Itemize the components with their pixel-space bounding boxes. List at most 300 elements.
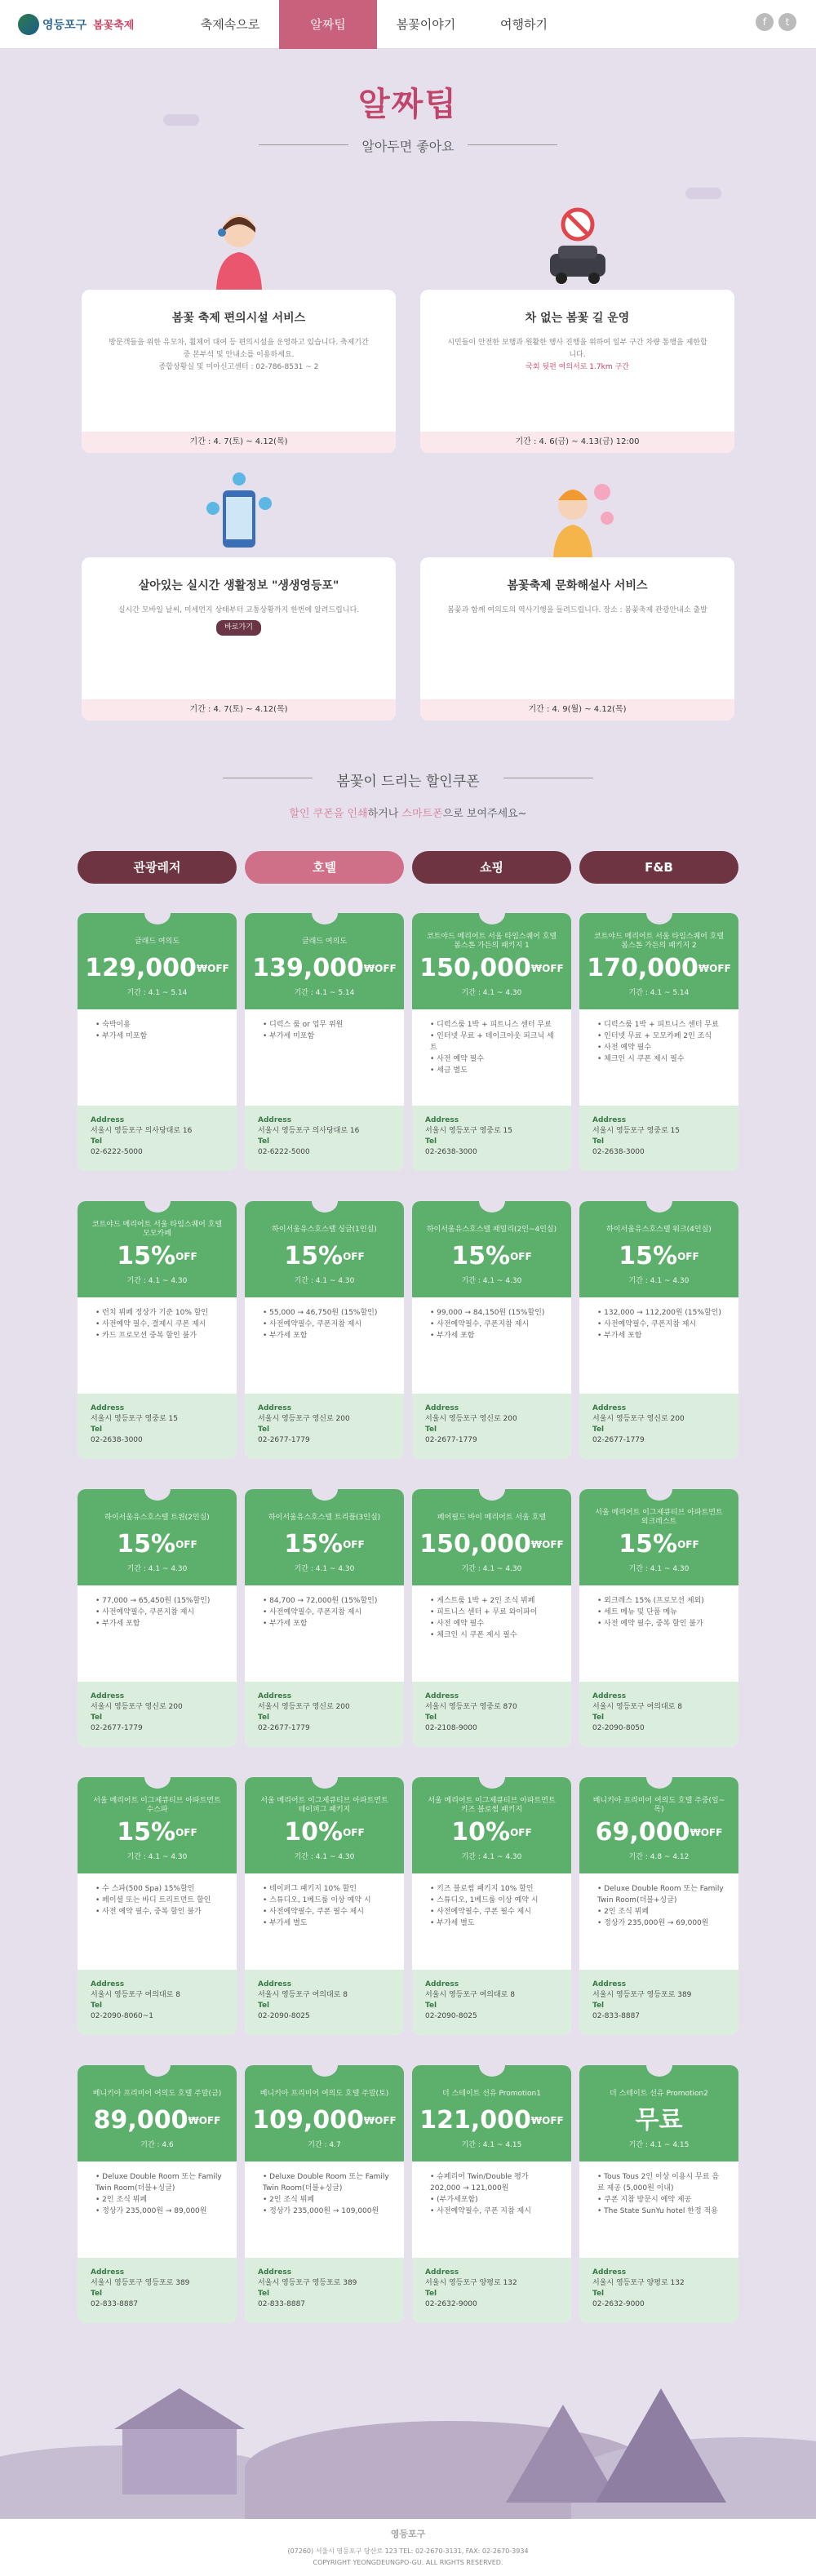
coupon-item: • 세트 메뉴 및 단품 메뉴 <box>597 1607 725 1618</box>
coupon-item: • 사전예약필수, 쿠폰지참 제시 <box>95 1607 224 1618</box>
address-label: Address <box>425 1980 459 1989</box>
coupon-item: • 스튜디오, 1베드룸 이상 예약 시 <box>263 1895 391 1906</box>
coupon-item: • 테이퍼그 패키지 10% 할인 <box>263 1883 391 1895</box>
nav-item-festival[interactable]: 축제속으로 <box>200 16 260 32</box>
coupon-card[interactable] <box>412 1777 571 2035</box>
coupon-period: 기간 : 4.1 ~ 4.30 <box>628 1565 690 1573</box>
address-label: Address <box>592 1980 627 1989</box>
coupon-name: 베니키아 프리미어 여의도 호텔 주중(일~목) <box>592 1797 725 1814</box>
coupon-address: 서울시 영등포구 영신로 200 <box>258 1415 350 1423</box>
coupon-header <box>412 913 571 1009</box>
page-subtitle: 알아두면 좋아요 <box>361 136 454 155</box>
coupon-contact <box>245 1970 404 2035</box>
address-label: Address <box>91 2268 125 2277</box>
coupon-address: 서울시 영등포구 여의대로 8 <box>258 1991 348 1999</box>
service-title: 봄꽃 축제 편의시설 서비스 <box>171 312 306 325</box>
festival-logo-text: 봄꽃축제 <box>93 20 135 32</box>
address-label: Address <box>258 1692 292 1700</box>
coupon-item: • 정상가 235,000원 → 69,000원 <box>597 1918 725 1929</box>
coupon-item: • 외크레스 15% (프로모션 제외) <box>597 1595 725 1607</box>
coupon-card[interactable] <box>78 1777 237 2035</box>
off-label: OFF <box>198 2115 221 2126</box>
coupon-price <box>78 1530 237 1559</box>
coupon-details <box>78 2161 237 2258</box>
coupon-price-value: 15% <box>117 1530 176 1558</box>
coupon-item: • 2인 조식 뷔페 <box>597 1906 725 1918</box>
tel-label: Tel <box>592 1425 605 1434</box>
footer <box>0 2519 816 2576</box>
coupon-phone: 02-2090-8060~1 <box>91 2012 154 2020</box>
coupon-period: 기간 : 4.1 ~ 4.30 <box>628 1277 690 1285</box>
coupon-card[interactable] <box>78 1489 237 1747</box>
coupon-grid <box>78 913 738 2323</box>
page-title: 알짜팁 <box>358 86 458 123</box>
coupon-item: • 세금 별도 <box>430 1065 558 1076</box>
coupon-item: • 84,700 → 72,000원 (15%할인) <box>263 1595 391 1607</box>
coupon-price <box>412 1242 571 1271</box>
logo-text: 영등포구 <box>42 18 87 32</box>
coupon-header <box>78 1489 237 1585</box>
currency-unit: ₩ <box>363 2115 375 2126</box>
coupon-price-value: 89,000 <box>93 2106 188 2135</box>
coupon-item: • 체크인 시 쿠폰 제시 필수 <box>597 1053 725 1065</box>
cloud-decoration <box>163 114 199 126</box>
coupon-name: 더 스테이트 선유 Promotion2 <box>610 2089 708 2098</box>
coupon-card[interactable] <box>579 2065 738 2323</box>
service-description <box>106 605 371 699</box>
coupon-category-tabs <box>78 851 738 884</box>
coupon-item: • 인터넷 무료 + 모모카페 2인 조식 <box>597 1031 725 1042</box>
address-label: Address <box>91 1116 125 1124</box>
coupon-contact <box>579 1394 738 1459</box>
service-description <box>106 337 371 432</box>
coupon-item: • 사전 예약 필수, 중복 할인 불가 <box>95 1906 224 1918</box>
coupon-price-value: 109,000 <box>252 2106 364 2135</box>
go-link-button[interactable]: 바로가기 <box>216 620 261 636</box>
coupon-card[interactable] <box>579 913 738 1171</box>
coupon-name: 글래드 여의도 <box>301 937 348 946</box>
coupon-header <box>412 1777 571 1873</box>
coupon-price-value: 15% <box>284 1530 344 1558</box>
tel-label: Tel <box>91 1714 103 1722</box>
coupon-card[interactable] <box>78 2065 237 2323</box>
off-label: OFF <box>510 1827 532 1838</box>
off-label: OFF <box>510 1251 532 1262</box>
footer-address: (07260) 서울시 영등포구 당산로 123 TEL: 02-2670-3131, FAX: 02-2670-3934 <box>287 2547 529 2555</box>
coupon-period: 기간 : 4.1 ~ 4.30 <box>294 1565 355 1573</box>
coupon-details <box>78 1873 237 1970</box>
tab-leisure[interactable]: 관광레저 <box>78 851 237 884</box>
service-period: 기간 : 4. 9(월) ~ 4.12(목) <box>420 699 734 720</box>
coupon-address: 서울시 영등포구 여의대로 8 <box>425 1991 515 1999</box>
coupon-phone: 02-2677-1779 <box>258 1436 310 1444</box>
tent-icon <box>506 2372 734 2503</box>
coupon-price <box>412 954 571 983</box>
coupon-price <box>78 2106 237 2135</box>
coupon-period: 기간 : 4.1 ~ 5.14 <box>628 989 690 997</box>
off-label: OFF <box>343 1251 365 1262</box>
coupon-price-value: 15% <box>117 1242 176 1270</box>
tab-fnb[interactable]: F&B <box>579 851 738 884</box>
coupon-period: 기간 : 4.1 ~ 4.30 <box>126 1277 188 1285</box>
service-grid <box>82 200 734 720</box>
coupon-item: • 사전 예약 필수 <box>430 1053 558 1065</box>
coupon-phone: 02-2677-1779 <box>258 1724 310 1732</box>
coupon-details <box>412 1585 571 1682</box>
coupon-period: 기간 : 4.1 ~ 4.30 <box>126 1853 188 1861</box>
tel-label: Tel <box>258 1425 270 1434</box>
coupon-phone: 02-6222-5000 <box>258 1148 310 1156</box>
coupon-address: 서울시 영등포구 영신로 200 <box>91 1703 183 1711</box>
coupon-item: • Deluxe Double Room 또는 Family Twin Room(더블+싱글) <box>263 2171 391 2194</box>
coupon-price <box>579 1818 738 1847</box>
service-desc-text: 방문객들을 위한 유모차, 휠체어 대여 등 편의시설을 운영하고 있습니다. 축제기간 중 본부석 및 안내소를 이용하세요. <box>109 339 369 359</box>
coupon-price-value: 129,000 <box>85 954 197 982</box>
coupon-item: • 55,000 → 46,750원 (15%할인) <box>263 1307 391 1319</box>
coupon-item: • 부가세 포함 <box>430 1330 558 1341</box>
coupon-item: • 99,000 → 84,150원 (15%할인) <box>430 1307 558 1319</box>
coupon-name: 코트야드 메리어트 서울 타임스퀘어 호텔 모모카페 <box>91 1221 223 1238</box>
coupon-section-title: 봄꽃이 드리는 할인쿠폰 <box>336 769 479 790</box>
coupon-period: 기간 : 4.6 <box>140 2141 174 2149</box>
tel-label: Tel <box>91 2002 103 2010</box>
coupon-price <box>245 954 404 983</box>
tel-label: Tel <box>258 2290 270 2298</box>
coupon-item: • 사전예약필수, 쿠폰지참 제시 <box>597 1319 725 1330</box>
coupon-price <box>412 1818 571 1847</box>
currency-unit: ₩ <box>530 2115 543 2126</box>
coupon-period: 기간 : 4.1 ~ 4.30 <box>126 1565 188 1573</box>
coupon-price-value: 15% <box>619 1242 678 1270</box>
coupon-item: • 부가세 별도 <box>430 1918 558 1929</box>
coupon-phone: 02-2677-1779 <box>425 1436 477 1444</box>
service-title: 차 없는 봄꽃 길 운영 <box>525 312 630 325</box>
coupon-period: 기간 : 4.1 ~ 4.15 <box>461 2141 522 2149</box>
coupon-address: 서울시 영등포구 의사당대로 16 <box>91 1127 193 1135</box>
coupon-name: 하이서울유스호스텔 트리플(3인실) <box>268 1513 381 1522</box>
coupon-card[interactable] <box>412 1489 571 1747</box>
coupon-item: • 부가세 포함 <box>263 1330 391 1341</box>
tel-label: Tel <box>592 2290 605 2298</box>
coupon-section-subtitle <box>0 805 816 820</box>
tab-shopping[interactable]: 쇼핑 <box>412 851 571 884</box>
coupon-header <box>78 1201 237 1297</box>
coupon-card[interactable] <box>78 1201 237 1459</box>
twitter-icon[interactable]: t <box>778 13 796 31</box>
coupon-price <box>78 1242 237 1271</box>
off-label: OFF <box>700 1827 723 1838</box>
coupon-details <box>78 1297 237 1394</box>
coupon-price <box>412 2106 571 2135</box>
service-card-body <box>82 290 396 453</box>
service-card-guide <box>420 468 734 720</box>
coupon-price-value: 15% <box>451 1242 511 1270</box>
coupon-phone: 02-2090-8025 <box>258 2012 310 2020</box>
coupon-price-value: 150,000 <box>419 954 531 982</box>
coupon-card[interactable] <box>412 2065 571 2323</box>
coupon-price-value: 10% <box>284 1818 344 1847</box>
coupon-name: 더 스테이트 선유 Promotion1 <box>442 2089 541 2098</box>
coupon-details <box>412 1009 571 1106</box>
service-period: 기간 : 4. 7(토) ~ 4.12(목) <box>82 432 396 453</box>
off-label: OFF <box>709 963 731 974</box>
coupon-contact <box>78 2258 237 2323</box>
coupon-details <box>412 1873 571 1970</box>
service-period: 기간 : 4. 6(금) ~ 4.13(금) 12:00 <box>420 432 734 453</box>
coupon-name: 서울 메리어트 이그제큐티브 아파트먼트 외크레스트 <box>595 1509 723 1526</box>
coupon-price-value: 15% <box>284 1242 344 1270</box>
coupon-card[interactable] <box>245 2065 404 2323</box>
nav-item-story[interactable]: 봄꽃이야기 <box>396 16 456 32</box>
coupon-header <box>579 913 738 1009</box>
coupon-item: • Tous Tous 2인 이상 이용시 무료 음료 제공 (5,000원 이내) <box>597 2171 725 2194</box>
tel-label: Tel <box>592 1714 605 1722</box>
coupon-period: 기간 : 4.1 ~ 4.30 <box>461 989 522 997</box>
off-label: OFF <box>677 1251 699 1262</box>
coupon-period: 기간 : 4.1 ~ 4.30 <box>461 1853 522 1861</box>
address-label: Address <box>592 1692 627 1700</box>
coupon-contact <box>245 2258 404 2323</box>
coupon-price <box>579 2106 738 2135</box>
coupon-price-value: 121,000 <box>419 2106 531 2135</box>
coupon-item: • 부가세 미포함 <box>263 1031 391 1042</box>
off-label: OFF <box>375 2115 397 2126</box>
coupon-price <box>412 1530 571 1559</box>
coupon-header <box>579 1489 738 1585</box>
coupon-item: • 사전예약필수, 쿠폰지참 제시 <box>430 1319 558 1330</box>
coupon-details <box>412 2161 571 2258</box>
festival-scene-illustration <box>0 2356 816 2519</box>
coupon-details <box>412 1297 571 1394</box>
address-label: Address <box>258 1404 292 1412</box>
coupon-name: 코트야드 메리어트 서울 타임스퀘어 호텔 봄스톤 가든의 패키지 2 <box>593 933 725 950</box>
coupon-phone: 02-2090-8025 <box>425 2012 477 2020</box>
subtitle-text: 하거나 <box>367 808 402 820</box>
service-card-body <box>420 557 734 720</box>
coupon-header <box>78 913 237 1009</box>
coupon-address: 서울시 영등포구 영신로 200 <box>425 1415 517 1423</box>
coupon-card[interactable] <box>245 913 404 1171</box>
service-note: 국회 뒷편 여의서로 1.7km 구간 <box>526 363 629 371</box>
coupon-name: 베니키아 프리미어 여의도 호텔 주말(금) <box>92 2089 222 2098</box>
coupon-item: • The State SunYu hotel 한정 적용 <box>597 2206 725 2217</box>
coupon-name: 코트야드 메리어트 서울 타임스퀘어 호텔 봄스톤 가든의 패키지 1 <box>426 933 557 950</box>
coupon-header <box>245 913 404 1009</box>
coupon-header <box>579 1201 738 1297</box>
coupon-phone: 02-2638-3000 <box>91 1436 143 1444</box>
coupon-contact <box>412 2258 571 2323</box>
coupon-address: 서울시 영등포구 영중로 15 <box>425 1127 512 1135</box>
facebook-icon[interactable]: f <box>756 13 774 31</box>
footer-copyright: COPYRIGHT YEONGDEUNGPO-GU. ALL RIGHTS RESERVED. <box>313 2559 503 2566</box>
tel-label: Tel <box>592 1137 605 1146</box>
coupon-item: • 카드 프로모션 중복 할인 불가 <box>95 1330 224 1341</box>
coupon-item: • 부가세 포함 <box>597 1330 725 1341</box>
coupon-address: 서울시 영등포구 양평로 132 <box>592 2279 685 2287</box>
coupon-item: • 디럭스룸 1박 + 피트니스 센터 무료 <box>430 1019 558 1031</box>
coupon-header <box>245 2065 404 2161</box>
coupon-item: • 사전 예약 필수, 중복 할인 불가 <box>597 1618 725 1629</box>
tel-label: Tel <box>91 1425 103 1434</box>
coupon-name: 페어필드 바이 메리어트 서울 호텔 <box>437 1513 547 1522</box>
coupon-contact <box>412 1394 571 1459</box>
address-label: Address <box>425 2268 459 2277</box>
coupon-price-value: 15% <box>117 1818 176 1847</box>
coupon-price <box>579 1242 738 1271</box>
coupon-name: 글래드 여의도 <box>134 937 180 946</box>
coupon-address: 서울시 영등포구 영중로 15 <box>592 1127 680 1135</box>
service-description <box>445 337 710 432</box>
tel-label: Tel <box>425 2290 437 2298</box>
coupon-item: • 숙박이용 <box>95 1019 224 1031</box>
coupon-contact <box>245 1106 404 1171</box>
address-label: Address <box>425 1692 459 1700</box>
coupon-phone: 02-2090-8050 <box>592 1724 645 1732</box>
currency-unit: ₩ <box>690 1827 701 1838</box>
coupon-phone: 02-2632-9000 <box>425 2300 477 2308</box>
coupon-item: • 사전예약 필수, 결제시 쿠폰 제시 <box>95 1319 224 1330</box>
address-label: Address <box>91 1980 125 1989</box>
coupon-contact <box>579 1682 738 1747</box>
tab-hotel[interactable]: 호텔 <box>245 851 404 884</box>
address-label: Address <box>258 1980 292 1989</box>
coupon-card[interactable] <box>412 1201 571 1459</box>
coupon-item: • 사전예약필수, 쿠폰 필수 제시 <box>430 1906 558 1918</box>
coupon-header <box>78 2065 237 2161</box>
coupon-details <box>245 1009 404 1106</box>
coupon-contact <box>412 1682 571 1747</box>
site-logo[interactable] <box>18 14 165 35</box>
coupon-contact <box>78 1970 237 2035</box>
coupon-contact <box>579 2258 738 2323</box>
coupon-details <box>579 2161 738 2258</box>
address-label: Address <box>425 1404 459 1412</box>
coupon-address: 서울시 영등포구 의사당대로 16 <box>258 1127 360 1135</box>
coupon-price-value: 무료 <box>635 2106 683 2135</box>
nav-item-tips[interactable]: 알짜팁 <box>279 0 377 49</box>
coupon-phone: 02-2677-1779 <box>91 1724 143 1732</box>
coupon-details <box>78 1009 237 1106</box>
coupon-phone: 02-2632-9000 <box>592 2300 645 2308</box>
coupon-item: • 사전 예약 필수 <box>597 1042 725 1053</box>
coupon-item: • 스튜디오, 1베드룸 이상 예약 시 <box>430 1895 558 1906</box>
address-label: Address <box>91 1692 125 1700</box>
coupon-price-value: 10% <box>451 1818 511 1847</box>
coupon-details <box>245 1873 404 1970</box>
coupon-header <box>579 2065 738 2161</box>
coupon-item: • 사전예약필수, 쿠폰 필수 제시 <box>263 1906 391 1918</box>
coupon-card[interactable] <box>78 913 237 1171</box>
coupon-card[interactable] <box>245 1489 404 1747</box>
service-card-body <box>82 557 396 720</box>
coupon-details <box>579 1297 738 1394</box>
coupon-item: • 디럭스룸 1박 + 피트니스 센터 무료 <box>597 1019 725 1031</box>
service-desc-text: 실시간 모바일 날씨, 미세먼지 상태부터 교통상황까지 한번에 알려드립니다. <box>118 606 360 614</box>
coupon-item: • 부가세 포함 <box>263 1618 391 1629</box>
coupon-contact <box>78 1394 237 1459</box>
coupon-item: • 사전예약필수, 쿠폰지참 제시 <box>263 1607 391 1618</box>
service-card-carfree <box>420 200 734 453</box>
coupon-phone: 02-833-8887 <box>592 2012 641 2020</box>
coupon-header <box>412 2065 571 2161</box>
coupon-card[interactable] <box>245 1777 404 2035</box>
off-label: OFF <box>542 963 564 974</box>
coupon-address: 서울시 영등포구 영중로 870 <box>425 1703 517 1711</box>
coupon-phone: 02-2108-9000 <box>425 1724 477 1732</box>
coupon-item: • 2인 조식 뷔페 <box>95 2194 224 2206</box>
coupon-name: 하이서울유스호스텔 트윈(2인실) <box>104 1513 210 1522</box>
coupon-item: • 부가세 미포함 <box>95 1031 224 1042</box>
off-label: OFF <box>343 1539 365 1550</box>
off-label: OFF <box>175 1827 197 1838</box>
nav-item-travel[interactable]: 여행하기 <box>500 16 548 32</box>
coupon-details <box>579 1585 738 1682</box>
address-label: Address <box>91 1404 125 1412</box>
coupon-name: 서울 메리어트 이그제큐티브 아파트먼트 수스파 <box>93 1797 221 1814</box>
coupon-contact <box>78 1682 237 1747</box>
tel-label: Tel <box>425 2002 437 2010</box>
coupon-phone: 02-833-8887 <box>91 2300 139 2308</box>
off-label: OFF <box>677 1539 699 1550</box>
coupon-header <box>245 1489 404 1585</box>
coupon-period: 기간 : 4.1 ~ 4.30 <box>461 1565 522 1573</box>
social-links <box>751 13 796 31</box>
coupon-phone: 02-6222-5000 <box>91 1148 143 1156</box>
coupon-contact <box>245 1394 404 1459</box>
coupon-header <box>579 1777 738 1873</box>
coupon-phone: 02-2677-1779 <box>592 1436 645 1444</box>
coupon-item: • 런치 뷔페 정상가 기준 10% 할인 <box>95 1307 224 1319</box>
coupon-card[interactable] <box>245 1201 404 1459</box>
coupon-card[interactable] <box>412 913 571 1171</box>
tel-label: Tel <box>91 1137 103 1146</box>
smartphone-text: 스마트폰 <box>401 808 443 820</box>
coupon-item: • 페이셜 또는 바디 트리트먼트 할인 <box>95 1895 224 1906</box>
coupon-section-header <box>0 769 816 820</box>
coupon-contact <box>412 1970 571 2035</box>
coupon-address: 서울시 영등포구 여의대로 8 <box>592 1703 682 1711</box>
tel-label: Tel <box>258 1714 270 1722</box>
coupon-item: • Deluxe Double Room 또는 Family Twin Room(더블+싱글) <box>95 2171 224 2194</box>
coupon-name: 서울 메리어트 이그제큐티브 아파트먼트 키즈 블로썸 패키지 <box>428 1797 556 1814</box>
coupon-card[interactable] <box>579 1777 738 2035</box>
coupon-card[interactable] <box>579 1201 738 1459</box>
tel-label: Tel <box>258 1137 270 1146</box>
coupon-card[interactable] <box>579 1489 738 1747</box>
coupon-address: 서울시 영등포구 영등포로 389 <box>592 1991 692 1999</box>
coupon-item: • 피트니스 센터 + 무료 와이파이 <box>430 1607 558 1618</box>
address-label: Address <box>592 1404 627 1412</box>
coupon-contact <box>245 1682 404 1747</box>
coupon-header <box>245 1777 404 1873</box>
coupon-contact <box>579 1970 738 2035</box>
subtitle-text: 으로 보여주세요~ <box>442 808 527 820</box>
coupon-item: • 부가세 별도 <box>263 1918 391 1929</box>
coupon-price-value: 150,000 <box>419 1530 531 1558</box>
staff-headset-icon <box>198 200 280 290</box>
coupon-address: 서울시 영등포구 영신로 200 <box>592 1415 685 1423</box>
currency-unit: ₩ <box>698 963 710 974</box>
coupon-name: 하이서울유스호스텔 워크(4인실) <box>606 1225 712 1234</box>
logo-icon <box>18 14 39 35</box>
footer-logo: 영등포구 <box>390 2529 426 2539</box>
tel-label: Tel <box>258 2002 270 2010</box>
coupon-period: 기간 : 4.8 ~ 4.12 <box>628 1853 690 1861</box>
coupon-details <box>245 1297 404 1394</box>
tel-label: Tel <box>425 1137 437 1146</box>
service-card-live-info <box>82 468 396 720</box>
off-label: OFF <box>542 2115 564 2126</box>
